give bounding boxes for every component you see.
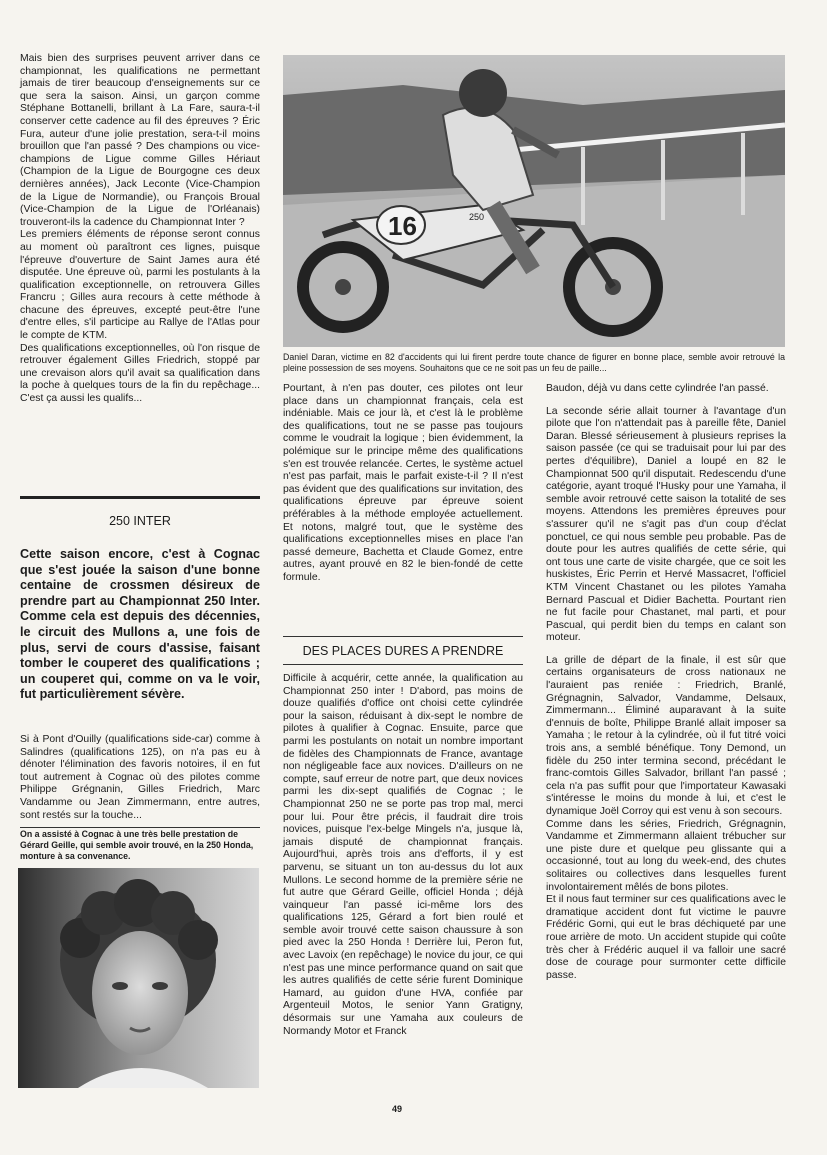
col1-paragraph: Des qualifications exceptionnelles, où l'on risque de retrouver également Gilles Friedrich, stoppé par une crevaison alors qu'il avait sa qualification dans la poche à quelques tours de la fin du repêchage... C'est ça aussi les qualifs... — [20, 342, 260, 405]
col1-paragraph: Si à Pont d'Ouilly (qualifications side-car) comme à Salindres (qualifications 125), on n'a pas eu à dénoter l'élimination des favoris notoires, il en fut tout autrement à Cognac où des pilotes comme Philippe Grégnanin, Gilles Friedrich, Marc Vandamme ou Jean Zimmermann, entre autres, sont restés sur la touche... — [20, 734, 260, 821]
col1-paragraph: Mais bien des surprises peuvent arriver dans ce championnat, les qualifications ne permettant jamais de tirer beaucoup d'enseignements sur ce que sera la saison. Ainsi, un garçon comme Stéphane Bottanelli, brillant à La Fare, saura-t-il conserver cette cadence au fil des épreuves ? Éric Fura, auteur d'une jolie prestation, sera-t-il moins brouillon que l'an passé ? Des champions ou vice-champions de Ligue comme Gilles Hériaut (Champion de la Ligue de Bourgogne ces deux dernières années), Jack Leconte (Vice-Champion de la Ligue de Normandie), ou François Broual (Vice-Champion de la Ligue de l'Orléanais) trouveront-ils la cadence du Championnat Inter ? — [20, 53, 260, 228]
bike-number: 16 — [388, 211, 417, 241]
box-rule-top — [283, 636, 523, 637]
motocross-photo-caption: Daniel Daran, victime en 82 d'accidents qui lui firent perdre toute chance de figurer en bonne place, semble avoir retrouvé la pleine possession de ses moyens. Souhaitons que ce ne soit pas un feu de paille... — [283, 352, 785, 373]
col2-text-upper — [283, 383, 523, 585]
section-rule — [20, 496, 260, 499]
page-number: 49 — [392, 1104, 403, 1114]
col3-paragraph: Baudon, déjà vu dans cette cylindrée l'an passé. — [546, 383, 769, 394]
portrait-photo — [18, 868, 259, 1088]
col1-text-lower — [20, 734, 260, 822]
portrait-caption: On a assisté à Cognac à une très belle prestation de Gérard Geille, qui semble avoir trouvé, en la 250 Honda, monture à sa convenance. — [20, 829, 254, 861]
lead-paragraph: Cette saison encore, c'est à Cognac que s'est jouée la saison d'une bonne centaine de crossmen désireux de prendre part au Championnat 250 Inter. Comme cela est depuis des décennies, le circuit des Mullons a, une fois de plus, servi de cours d'assise, faisant tomber le couperet des qualifications ; un couperet qui, comme on va le voir, fut particulièrement sévère. — [20, 547, 260, 702]
col1-paragraph: Les premiers éléments de réponse seront connus au moment où paraîtront ces lignes, puisque l'épreuve d'ouverture de Saint James aura été disputée. Une épreuve où, parmi les postulants à la qualification exceptionnelle, on retrouvera Gilles Francru ; Gilles aura recours à cette méthode à chacune des épreuves, excepté peut-être l'une d'entre elles, s'il participe au Rallye de l'Atlas pour le compte de KTM. — [20, 229, 260, 342]
caption-rule — [20, 827, 260, 828]
col2-paragraph: Difficile à acquérir, cette année, la qualification au Championnat 250 inter ! D'abord, pas moins de douze qualifiés d'office ont choisi cette cylindrée pour la saison, réduisant à dix-sept le nombre de pilotes à qualifier à Cognac. Ensuite, parce que parmi les postulants on notait un nombre important de fidèles des Championnats de France, avantage non négligeable face aux novices. D'ailleurs on ne compte, sauf erreur de notre part, que deux novices parmi les dix-sept qualifiés de Cognac ; le Championnat 250 ne se porte pas trop mal, merci pour lui. Pour être précis, il faudrait dire trois novices, puisque l'ex-belge Mingels n'a, jusque là, jamais disputé de championnat français. Aujourd'hui, après trois ans d'efforts, il y est parvenu, se situant un ton au-dessus du lot aux Mullons. Le second homme de la première série ne fut autre que Gérard Geille, officiel Honda ; déjà vainqueur l'an passé ici-même lors des qualifications 125, Gérard a fort bien roulé et semble avoir trouvé cette saison chaussure à son pied avec la 250 Honda ! Derrière lui, Peron fut, avec Lavoix (en repêchage) le novice du jour, ce qui n'est pas une mince performance quand on sait que les autres qualifiés de cette série furent Dominique Hamard, au guidon d'une HVA, confiée par Argenteuil Motos, le senior Yann Gratigny, désormais sur une Yamaha aux couleurs de Normandy Motor et Franck — [283, 673, 523, 1037]
motocross-photo — [283, 55, 785, 347]
col3-paragraph: Comme dans les séries, Friedrich, Grégnagnin, Vandamme et Zimmermann allaient trébucher sur une piste dure et quelque peu glissante qui a occasionné, tout au long du week-end, des chutes solitaires ou collectives dans lesquelles furent involontairement mêlés de bons pilotes. — [546, 818, 786, 893]
col3-paragraph: La seconde série allait tourner à l'avantage d'un pilote que l'on n'attendait pas à pareille fête, Daniel Daran. Blessé sérieusement à plusieurs reprises la saison passée (ce qui se traduisait pour lui par des pertes d'équilibre), Daniel a loupé en 82 le Championnat 500 qu'il disputait. Redescendu d'une catégorie, ayant troqué l'Husky pour une Yamaha, il semble avoir retrouvé cette saison la totalité de ses moyens. Attendons les premières épreuves pour s'assurer qu'il ne s'agit pas d'un coup d'éclat ponctuel, ce qui nous semble peu probable. Pas de doute pour les autres qualifiés de cette série, qui ont tous une carte de visite chargée, que ce soit les huskistes, Éric Perrin et Hervé Massacret, l'officiel KTM Vincent Chastanet ou les pilotes Yamaha Bernard Pascual et Didier Bachetta. Pourtant rien ne fut facile pour Chastanet, mal parti, et pour Pascual, qui perdit bien du temps en calant son moteur. — [546, 405, 786, 644]
col2-paragraph: Pourtant, à n'en pas douter, ces pilotes ont leur place dans un championnat français, cela est indéniable. Mais ce jour là, et c'est là le problème des qualifications, tout ne se passe pas toujours comme le voudrait la logique ; bien évidemment, la polémique sur le principe même des qualifications s'en est trouvée relancée. Certes, le système actuel n'est pas parfait, mais le parfait existe-t-il ? Il n'est pas évident que des qualifications sur invitation, des qualifications épreuve par épreuve soient préférables à la méthode employée actuellement. Et notons, malgré tout, que le système des qualifications exceptionnelles mises en place l'an passé demeure, Bachetta et Claude Gomez, entre autres, ayant prouvé en 82 le bien-fondé de cette formule. — [283, 383, 523, 583]
box-rule-bottom — [283, 664, 523, 665]
bike-label: 250 — [469, 212, 485, 222]
col3-paragraph: Et il nous faut terminer sur ces qualifications avec le dramatique accident dont fut victime le pauvre Frédéric Gorni, qui eut le bras déchiqueté par une roue arrière de moto. Un accident stupide qui coûte très cher à Frédéric auquel il va falloir une sacré dose de courage pour surmonter cette difficile passe. — [546, 894, 786, 981]
col2-text-lower — [283, 673, 523, 1038]
box-title: DES PLACES DURES A PRENDRE — [302, 644, 504, 658]
section-title: 250 INTER — [109, 514, 171, 528]
col3-paragraph: La grille de départ de la finale, il est sûr que certains organisateurs de cross nationaux ne l'auraient pas reniée : Friedrich, Branlé, Grégnagnin, Salvador, Vandamme, Delsaux, Zimmermann... Éliminé auparavant à la suite d'ennuis de boîte, Philippe Branlé allait imposer sa Yamaha ; le retour à la cylindrée, où il fut titré voici trois ans, a semblé bénéfique. Tony Demond, un fidèle du 250 inter termina second, précédant le franc-comtois Gilles Salvador, brillant l'an passé ; cela n'a pas suffit pour que l'importateur Kawasaki s'intéresse le moins du monde à lui, et c'est le dynamique Joël Corroy qui est venu à son secours. — [546, 654, 786, 817]
col3-text — [546, 383, 786, 982]
col1-text — [20, 53, 260, 406]
